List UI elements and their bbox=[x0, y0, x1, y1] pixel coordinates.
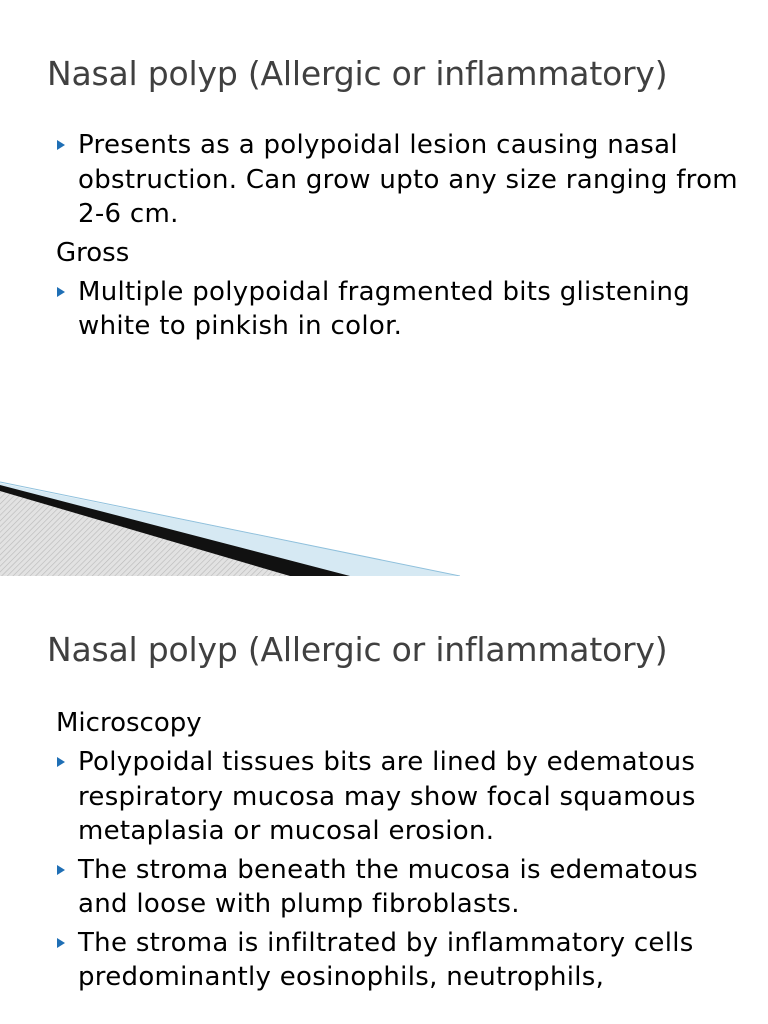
slide-body bbox=[56, 706, 756, 999]
list-item bbox=[56, 128, 756, 232]
slide-title: Nasal polyp (Allergic or inflammatory) bbox=[47, 630, 668, 669]
bullet-text: Presents as a polypoidal lesion causing nasal obstruction. Can grow upto any size ranging from 2-6 cm. bbox=[78, 130, 738, 229]
triangle-bullet-icon bbox=[57, 757, 65, 767]
slide-2 bbox=[0, 576, 768, 1024]
bullet-text: Polypoidal tissues bits are lined by edematous respiratory mucosa may show focal squamous metaplasia or mucosal erosion. bbox=[78, 747, 696, 846]
gross-bullet-list bbox=[56, 275, 756, 344]
decorative-wedge bbox=[0, 481, 460, 576]
section-heading-microscopy: Microscopy bbox=[56, 708, 202, 738]
triangle-bullet-icon bbox=[57, 938, 65, 948]
triangle-bullet-icon bbox=[57, 140, 65, 150]
slide-body bbox=[56, 128, 756, 348]
triangle-bullet-icon bbox=[57, 287, 65, 297]
list-item bbox=[56, 745, 756, 849]
triangle-bullet-icon bbox=[57, 865, 65, 875]
bullet-text: The stroma beneath the mucosa is edematous and loose with plump fibroblasts. bbox=[78, 854, 698, 919]
microscopy-bullet-list bbox=[56, 745, 756, 995]
section-heading-gross: Gross bbox=[56, 237, 130, 268]
intro-bullet-list bbox=[56, 128, 756, 232]
list-item bbox=[56, 853, 756, 922]
slide-title: Nasal polyp (Allergic or inflammatory) bbox=[47, 54, 668, 93]
bullet-text: Multiple polypoidal fragmented bits glistening white to pinkish in color. bbox=[78, 276, 691, 341]
list-item bbox=[56, 926, 756, 995]
bullet-text: The stroma is infiltrated by inflammatory cells predominantly eosinophils, neutrophils, bbox=[78, 927, 694, 992]
list-item bbox=[56, 275, 756, 344]
